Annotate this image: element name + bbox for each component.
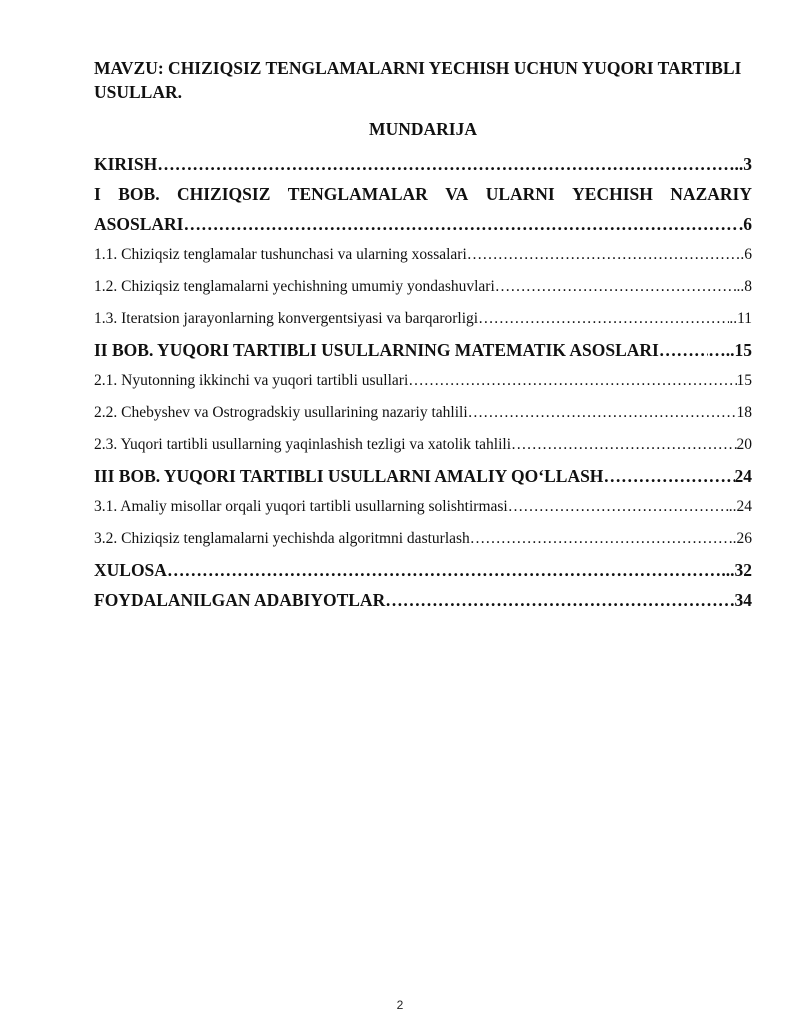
chapter1-word: VA	[445, 184, 469, 204]
toc-page-number: .6	[740, 246, 752, 263]
toc-page-number: …..15	[708, 340, 752, 360]
toc-page-number: 20	[736, 436, 752, 453]
page-number: 2	[396, 998, 404, 1012]
toc-entry-section-1-1[interactable]	[94, 239, 752, 271]
toc-entry-conclusion[interactable]	[94, 555, 752, 585]
toc-entry-label: 3.2. Chiziqsiz tenglamalarni yechishda algoritmni dasturlash	[94, 530, 470, 547]
chapter1-word: NAZARIY	[670, 184, 752, 204]
toc-entry-section-1-2[interactable]	[94, 271, 752, 303]
toc-entry-label: II BOB. YUQORI TARTIBLI USULLARNING MATEMATIK ASOSLARI	[94, 340, 659, 360]
toc-entry-chapter2[interactable]	[94, 335, 752, 365]
toc-leader	[385, 585, 730, 615]
chapter1-word: TENGLAMALAR	[287, 184, 428, 204]
toc-entry-section-3-2[interactable]	[94, 523, 752, 555]
toc-page-number: ..26	[728, 530, 752, 547]
toc-page-number: .6	[738, 214, 752, 234]
toc-leader	[478, 303, 729, 335]
toc-entry-label: 2.1. Nyutonning ikkinchi va yuqori tartibli usullari	[94, 372, 409, 389]
toc-page-number: .34	[730, 590, 752, 610]
toc-page-number: 18	[736, 404, 752, 421]
toc-leader	[468, 397, 737, 429]
toc-entry-label: KIRISH	[94, 154, 158, 174]
chapter1-word: CHIZIQSIZ	[177, 184, 271, 204]
toc-entry-label: ASOSLARI	[94, 214, 184, 234]
toc-entry-intro[interactable]	[94, 149, 752, 179]
toc-leader	[157, 149, 734, 179]
toc-entry-label: 1.1. Chiziqsiz tenglamalar tushunchasi va ularning xossalari	[94, 246, 467, 263]
toc-entry-label: 1.3. Iteratsion jarayonlarning konvergentsiyasi va barqarorligi	[94, 310, 479, 327]
toc-leader	[495, 271, 737, 303]
toc-entry-label: 3.1. Amaliy misollar orqali yuqori tartibli usullarning solishtirmasi	[94, 498, 508, 515]
toc-leader	[467, 239, 741, 271]
toc-page-number: ..24	[728, 498, 752, 515]
chapter1-word: BOB.	[118, 184, 160, 204]
toc-page-number: ...32	[721, 560, 752, 580]
chapter1-word: ULARNI	[485, 184, 555, 204]
chapter1-word: I	[94, 184, 101, 204]
toc-leader	[167, 555, 721, 585]
toc-page-number: 24	[734, 466, 752, 486]
chapter1-title-line1	[94, 179, 752, 209]
toc-entry-label: 2.3. Yuqori tartibli usullarning yaqinlashish tezligi va xatolik tahlili	[94, 436, 512, 453]
toc-entry-section-2-2[interactable]	[94, 397, 752, 429]
chapter1-word: YECHISH	[572, 184, 653, 204]
toc-leader	[183, 209, 738, 239]
toc-entry-section-2-1[interactable]	[94, 365, 752, 397]
toc-entry-section-2-3[interactable]	[94, 429, 752, 461]
contents-heading: MUNDARIJA	[369, 119, 477, 139]
toc-entry-label: XULOSA	[94, 560, 167, 580]
toc-page-number: ..8	[736, 278, 752, 295]
toc-entry-section-3-1[interactable]	[94, 491, 752, 523]
page-content	[94, 56, 752, 615]
toc-entry-label: FOYDALANILGAN ADABIYOTLAR	[94, 590, 386, 610]
toc-leader	[508, 491, 729, 523]
toc-page-number: ..3	[734, 154, 752, 174]
document-title: MAVZU: CHIZIQSIZ TENGLAMALARNI YECHISH UCHUN YUQORI TARTIBLI USULLAR.	[94, 58, 742, 102]
toc-leader	[470, 523, 729, 555]
toc-entry-references[interactable]	[94, 585, 752, 615]
toc-page-number: ..11	[729, 310, 752, 327]
toc-entry-label: 1.2. Chiziqsiz tenglamalarni yechishning umumiy yondashuvlari	[94, 278, 495, 295]
toc-entry-chapter3[interactable]	[94, 461, 752, 491]
toc-page-number: 15	[736, 372, 752, 389]
toc-entry-label: 2.2. Chebyshev va Ostrogradskiy usullarining nazariy tahlili	[94, 404, 468, 421]
toc-leader	[603, 461, 734, 491]
toc-entry-chapter1[interactable]	[94, 179, 752, 239]
toc-entry-label: III BOB. YUQORI TARTIBLI USULLARNI AMALIY QO‘LLASH	[94, 466, 604, 486]
toc-leader	[511, 429, 736, 461]
toc-leader	[659, 335, 708, 365]
toc-leader	[408, 365, 736, 397]
chapter1-title-line2	[94, 209, 752, 239]
toc-entry-section-1-3[interactable]	[94, 303, 752, 335]
